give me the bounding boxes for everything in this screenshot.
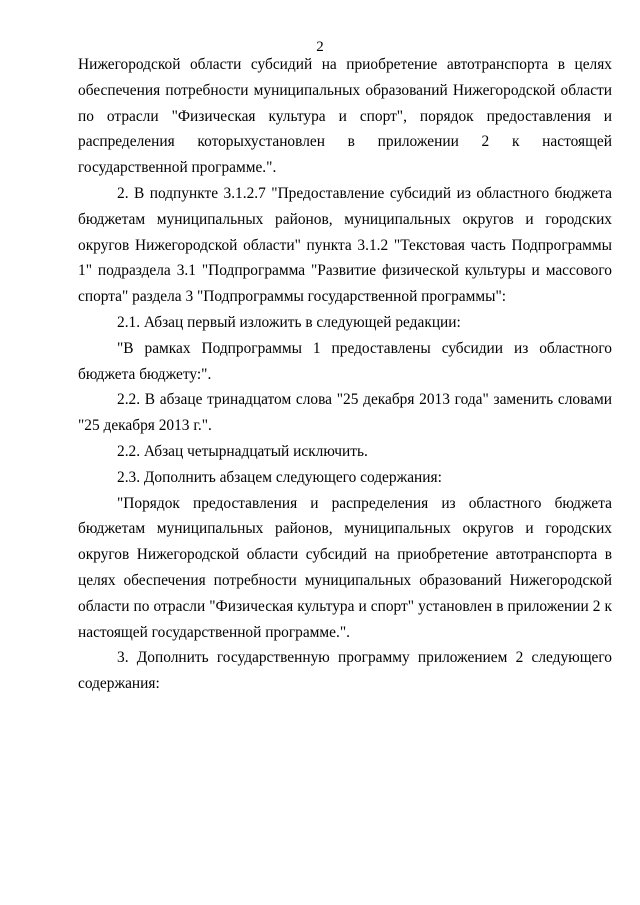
page-number: 2 (316, 39, 324, 55)
paragraph-continuation: Нижегородской области субсидий на приобретение автотранспорта в целях обеспечения потребности муниципальных образований Нижегородской области по отрасли "Физическая культура и спорт", порядок предоставления и распределения которыхустановлен в приложении 2 к настоящей государственной программе.". (78, 56, 612, 177)
paragraph-item-2-2-a: 2.2. В абзаце тринадцатом слова "25 декабря 2013 года" заменить словами "25 декабря 2013 г.". (78, 391, 612, 435)
document-body (78, 52, 612, 697)
paragraph-item-2: 2. В подпункте 3.1.2.7 "Предоставление субсидий из областного бюджета бюджетам муниципальных районов, муниципальных округов и городских округов Нижегородской области" пункта 3.1.2 "Текстовая часть Подпрограммы 1" подраздела 3.1 "Подпрограмма "Развитие физической культуры и массового спорта" раздела 3 "Подпрограммы государственной программы": (78, 184, 612, 306)
paragraph-item-2-1: 2.1. Абзац первый изложить в следующей редакции: (117, 313, 461, 331)
paragraph-quote-1: "В рамках Подпрограммы 1 предоставлены субсидии из областного бюджета бюджету:". (78, 339, 612, 383)
paragraph-item-2-2-b: 2.2. Абзац четырнадцатый исключить. (117, 442, 368, 460)
paragraph-item-3: 3. Дополнить государственную программу приложением 2 следующего содержания: (78, 649, 612, 693)
paragraph-quote-2: "Порядок предоставления и распределения из областного бюджета бюджетам муниципальных районов, муниципальных округов и городских округов Нижегородской области субсидий на приобретение автотранспорта в целях обеспечения потребности муниципальных образований Нижегородской области по отрасли "Физическая культура и спорт" установлен в приложении 2 к настоящей государственной программе.". (78, 494, 612, 641)
paragraph-item-2-3: 2.3. Дополнить абзацем следующего содержания: (117, 468, 442, 486)
